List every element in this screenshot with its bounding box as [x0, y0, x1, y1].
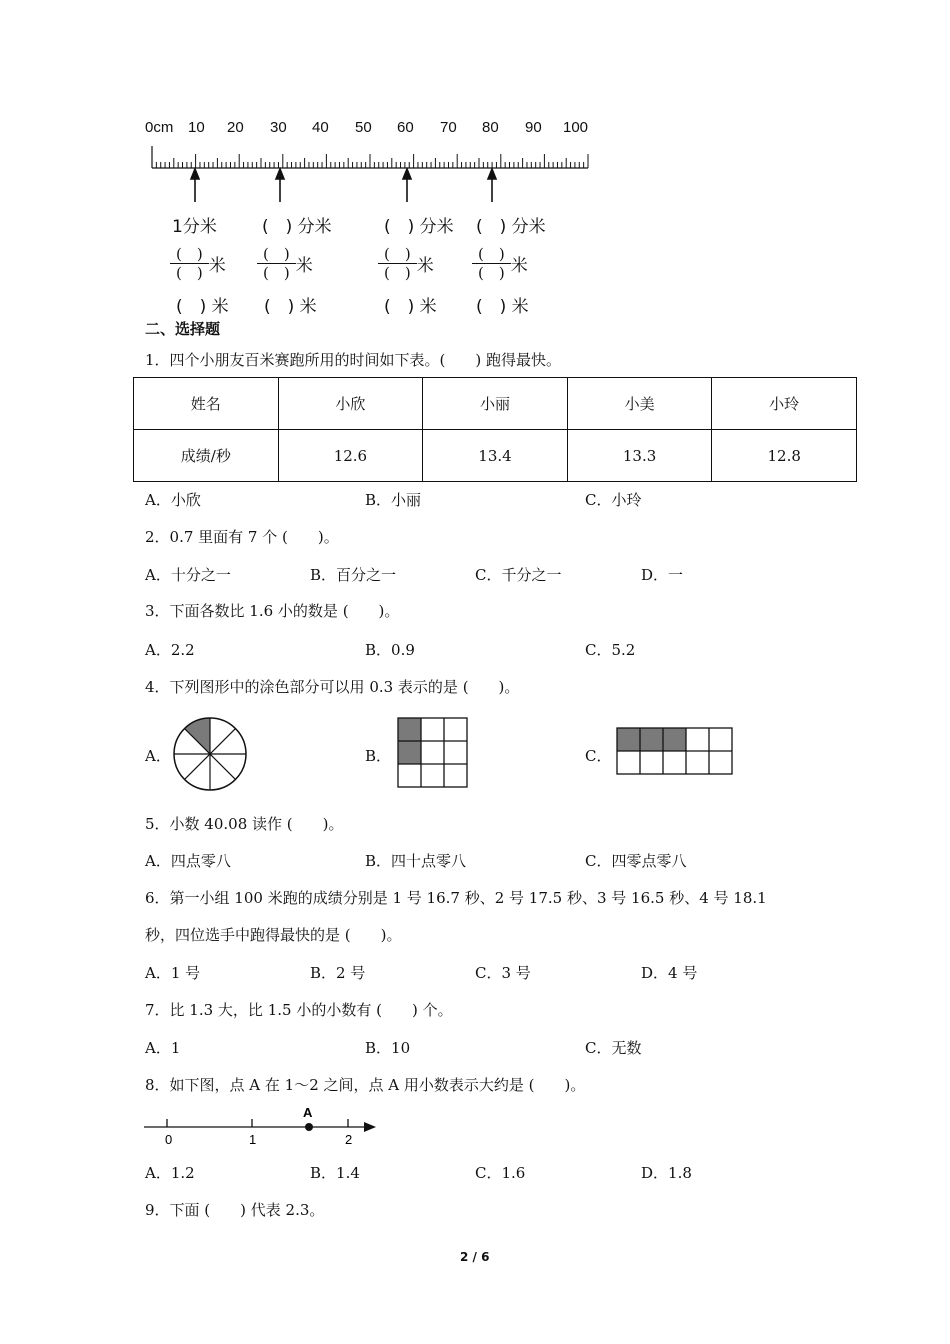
option-a[interactable]: A．1 号 [145, 964, 201, 982]
table-header-row [134, 378, 857, 430]
circle-eighths-figure[interactable] [172, 716, 248, 792]
arrow-head [191, 169, 199, 179]
question-8: 8．如下图，点 A 在 1～2 之间，点 A 用小数表示大约是 ( )。 [145, 1076, 586, 1094]
option-a[interactable]: A． [145, 747, 171, 765]
table-cell: 姓名 [134, 378, 279, 430]
option-d[interactable]: D．4 号 [641, 964, 698, 982]
fraction-answer[interactable]: $\frac{( )}{( )}$ 米 [378, 245, 434, 282]
option-b[interactable]: B． [365, 747, 392, 765]
shaded-sector [185, 718, 210, 754]
option-b[interactable]: B．1.4 [310, 1164, 360, 1182]
option-b[interactable]: B．0.9 [365, 641, 415, 659]
shaded-cell [398, 741, 421, 764]
option-b[interactable]: B．2 号 [310, 964, 366, 982]
ruler-answer-blank[interactable]: ( ) 米 [176, 297, 229, 317]
score-table [133, 377, 857, 482]
option-d[interactable]: D．一 [641, 566, 684, 584]
table-cell: 小美 [567, 378, 712, 430]
number-line-figure [140, 1100, 380, 1148]
option-a[interactable]: A．四点零八 [145, 852, 231, 870]
table-cell: 小玲 [712, 378, 857, 430]
point-a-label: A [303, 1105, 313, 1120]
shaded-cells [617, 728, 686, 751]
ruler-answer-blank[interactable]: ( ) 分米 [384, 217, 454, 237]
page-number: 2 / 6 [460, 1250, 490, 1264]
point-a-marker [305, 1123, 313, 1131]
table-row [134, 430, 857, 482]
ruler-answer-blank[interactable]: ( ) 米 [264, 297, 317, 317]
number-line-label: 2 [345, 1132, 353, 1147]
table-cell: 小丽 [423, 378, 568, 430]
table-cell: 13.3 [567, 430, 712, 482]
table-cell: 12.6 [278, 430, 423, 482]
option-c[interactable]: C．3 号 [475, 964, 531, 982]
ruler-answer-blank[interactable]: ( ) 米 [476, 297, 529, 317]
question-6-line-2: 秒，四位选手中跑得最快的是 ( )。 [145, 926, 402, 944]
question-9: 9．下面 ( ) 代表 2.3。 [145, 1201, 325, 1219]
option-a[interactable]: A．十分之一 [145, 566, 231, 584]
number-line-label: 0 [165, 1132, 173, 1147]
option-a[interactable]: A．1.2 [145, 1164, 195, 1182]
option-c[interactable]: C．四零点零八 [585, 852, 687, 870]
ruler-tick-label: 30 [270, 119, 287, 136]
ruler-tick-label: 10 [188, 119, 205, 136]
table-cell: 小欣 [278, 378, 423, 430]
question-4: 4．下列图形中的涂色部分可以用 0.3 表示的是 ( )。 [145, 678, 520, 696]
option-b[interactable]: B．小丽 [365, 491, 422, 509]
shaded-cell [398, 718, 421, 741]
fraction-answer[interactable]: $\frac{( )}{( )}$ 米 [257, 245, 313, 282]
option-b[interactable]: B．百分之一 [310, 566, 397, 584]
ruler-answer-blank[interactable]: ( ) 米 [384, 297, 437, 317]
option-c[interactable]: C．小玲 [585, 491, 642, 509]
table-cell: 12.8 [712, 430, 857, 482]
option-c[interactable]: C．千分之一 [475, 566, 562, 584]
grid-2x5-figure[interactable] [616, 727, 735, 777]
ruler-tick-label: 80 [482, 119, 499, 136]
section-title: 二、选择题 [145, 320, 221, 338]
option-a[interactable]: A．2.2 [145, 641, 195, 659]
ruler-answer-label: 1分米 [172, 217, 217, 237]
ruler-tick-label: 70 [440, 119, 457, 136]
arrow-head [488, 169, 496, 179]
question-5: 5．小数 40.08 读作 ( )。 [145, 815, 344, 833]
ruler-tick-label: 20 [227, 119, 244, 136]
ruler-tick-label: 90 [525, 119, 542, 136]
question-3: 3．下面各数比 1.6 小的数是 ( )。 [145, 602, 400, 620]
option-d[interactable]: D．1.8 [641, 1164, 692, 1182]
option-a[interactable]: A．1 [145, 1039, 181, 1057]
number-line-label: 1 [249, 1132, 257, 1147]
option-b[interactable]: B．四十点零八 [365, 852, 467, 870]
question-2: 2．0.7 里面有 7 个 ( )。 [145, 528, 339, 546]
ruler-tick-label: 40 [312, 119, 329, 136]
ruler-tick-label: 100 [563, 119, 589, 136]
ruler-tick-label: 60 [397, 119, 414, 136]
ruler-drawing [140, 138, 600, 204]
number-line-arrowhead [364, 1122, 376, 1132]
table-cell: 成绩/秒 [134, 430, 279, 482]
question-6-line-1: 6．第一小组 100 米跑的成绩分别是 1 号 16.7 秒、2 号 17.5 秒、3 号 16.5 秒、4 号 18.1 [145, 889, 767, 907]
option-c[interactable]: C．1.6 [475, 1164, 526, 1182]
fraction-answer[interactable]: $\frac{( )}{( )}$ 米 [472, 245, 528, 282]
arrow-head [276, 169, 284, 179]
arrow-head [403, 169, 411, 179]
ruler-tick-label: 50 [355, 119, 372, 136]
option-c[interactable]: C． [585, 747, 612, 765]
grid-3x3-figure[interactable] [397, 717, 470, 790]
question-7: 7．比 1.3 大，比 1.5 小的小数有 ( ) 个。 [145, 1001, 453, 1019]
question-1: 1．四个小朋友百米赛跑所用的时间如下表。( ) 跑得最快。 [145, 351, 562, 369]
ruler-answer-blank[interactable]: ( ) 分米 [262, 217, 332, 237]
option-c[interactable]: C．5.2 [585, 641, 636, 659]
option-c[interactable]: C．无数 [585, 1039, 642, 1057]
option-b[interactable]: B．10 [365, 1039, 411, 1057]
table-cell: 13.4 [423, 430, 568, 482]
ruler-answer-blank[interactable]: ( ) 分米 [476, 217, 546, 237]
fraction-answer[interactable]: $\frac{( )}{( )}$ 米 [170, 245, 226, 282]
ruler-tick-label: 0cm [145, 119, 174, 136]
option-a[interactable]: A．小欣 [145, 491, 201, 509]
